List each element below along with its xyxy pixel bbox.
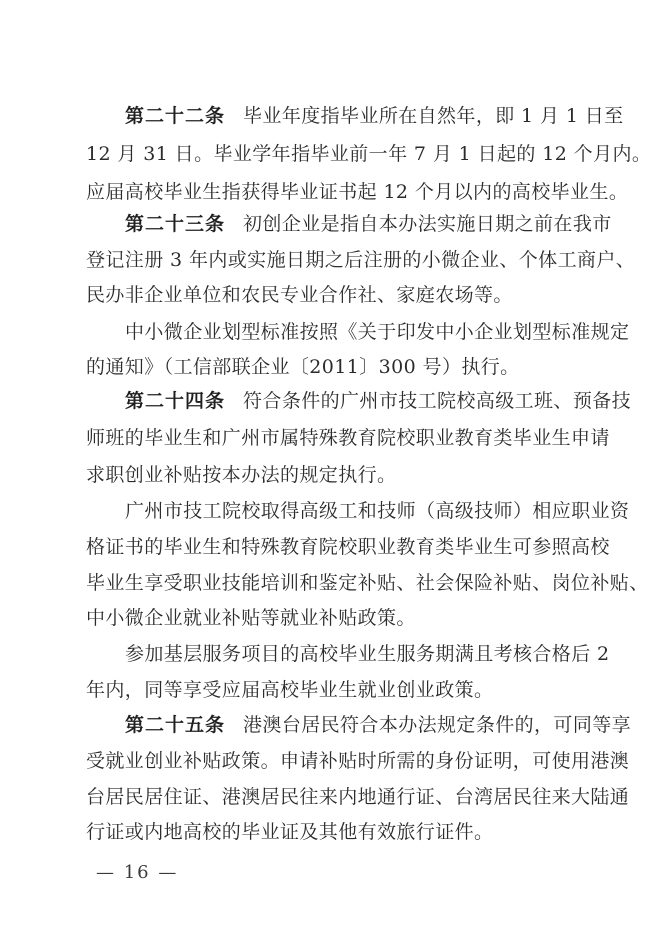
- page-number: — 16 —: [96, 862, 179, 883]
- article-24-line-1: [125, 381, 669, 421]
- article-25-line-2: 受就业创业补贴政策。申请补贴时所需的身份证明，可使用港澳: [86, 750, 630, 772]
- article-23-line-1: [125, 204, 669, 244]
- article-23-line-3: 民办非企业单位和农民专业合作社、家庭农场等。: [86, 284, 513, 306]
- article-25-heading: 第二十五条: [125, 714, 226, 736]
- article-23-heading: 第二十三条: [125, 213, 226, 235]
- article-24-para-2-line-3: 毕业生享受职业技能培训和鉴定补贴、社会保险补贴、岗位补贴、: [86, 572, 649, 594]
- article-25-line-1: [125, 705, 669, 745]
- article-24-para-3-line-1: 参加基层服务项目的高校毕业生服务期满且考核合格后 2: [125, 643, 610, 665]
- article-24-para-3-line-2: 年内，同等享受应届高校毕业生就业创业政策。: [86, 679, 494, 701]
- article-23-para-2-line-2: 的通知》（工信部联企业〔2011〕300 号）执行。: [86, 356, 520, 378]
- article-22-line-2: 12 月 31 日。毕业学年指毕业前一年 7 月 1 日起的 12 个月内。: [86, 143, 652, 165]
- article-23-line-2: 登记注册 3 年内或实施日期之后注册的小微企业、个体工商户、: [86, 249, 636, 271]
- article-24-heading: 第二十四条: [125, 390, 226, 412]
- article-25-text: 港澳台居民符合本办法规定条件的，可同等享: [243, 714, 632, 736]
- article-24-para-2-line-2: 格证书的毕业生和特殊教育院校职业教育类毕业生可参照高校: [86, 536, 610, 558]
- article-24-line-3: 求职创业补贴按本办法的规定执行。: [86, 464, 397, 486]
- article-23-para-2-line-1: 中小微企业划型标准按照《关于印发中小企业划型标准规定: [125, 321, 630, 343]
- article-24-line-2: 师班的毕业生和广州市属特殊教育院校职业教育类毕业生申请: [86, 427, 610, 449]
- article-24-para-2-line-1: 广州市技工院校取得高级工和技师（高级技师）相应职业资: [125, 500, 630, 522]
- article-25-line-4: 行证或内地高校的毕业证及其他有效旅行证件。: [86, 821, 494, 843]
- article-22-line-3: 应届高校毕业生指获得毕业证书起 12 个月以内的高校毕业生。: [86, 181, 629, 203]
- article-22-text: 毕业年度指毕业所在自然年，即 1 月 1 日至: [243, 105, 624, 127]
- article-23-text: 初创企业是指自本办法实施日期之前在我市: [243, 213, 612, 235]
- article-22-line-1: [125, 96, 669, 136]
- article-24-para-2-line-4: 中小微企业就业补贴等就业补贴政策。: [86, 607, 416, 629]
- article-22-heading: 第二十二条: [125, 105, 226, 127]
- article-25-line-3: 台居民居住证、港澳居民往来内地通行证、台湾居民往来大陆通: [86, 786, 630, 808]
- article-24-text: 符合条件的广州市技工院校高级工班、预备技: [243, 390, 632, 412]
